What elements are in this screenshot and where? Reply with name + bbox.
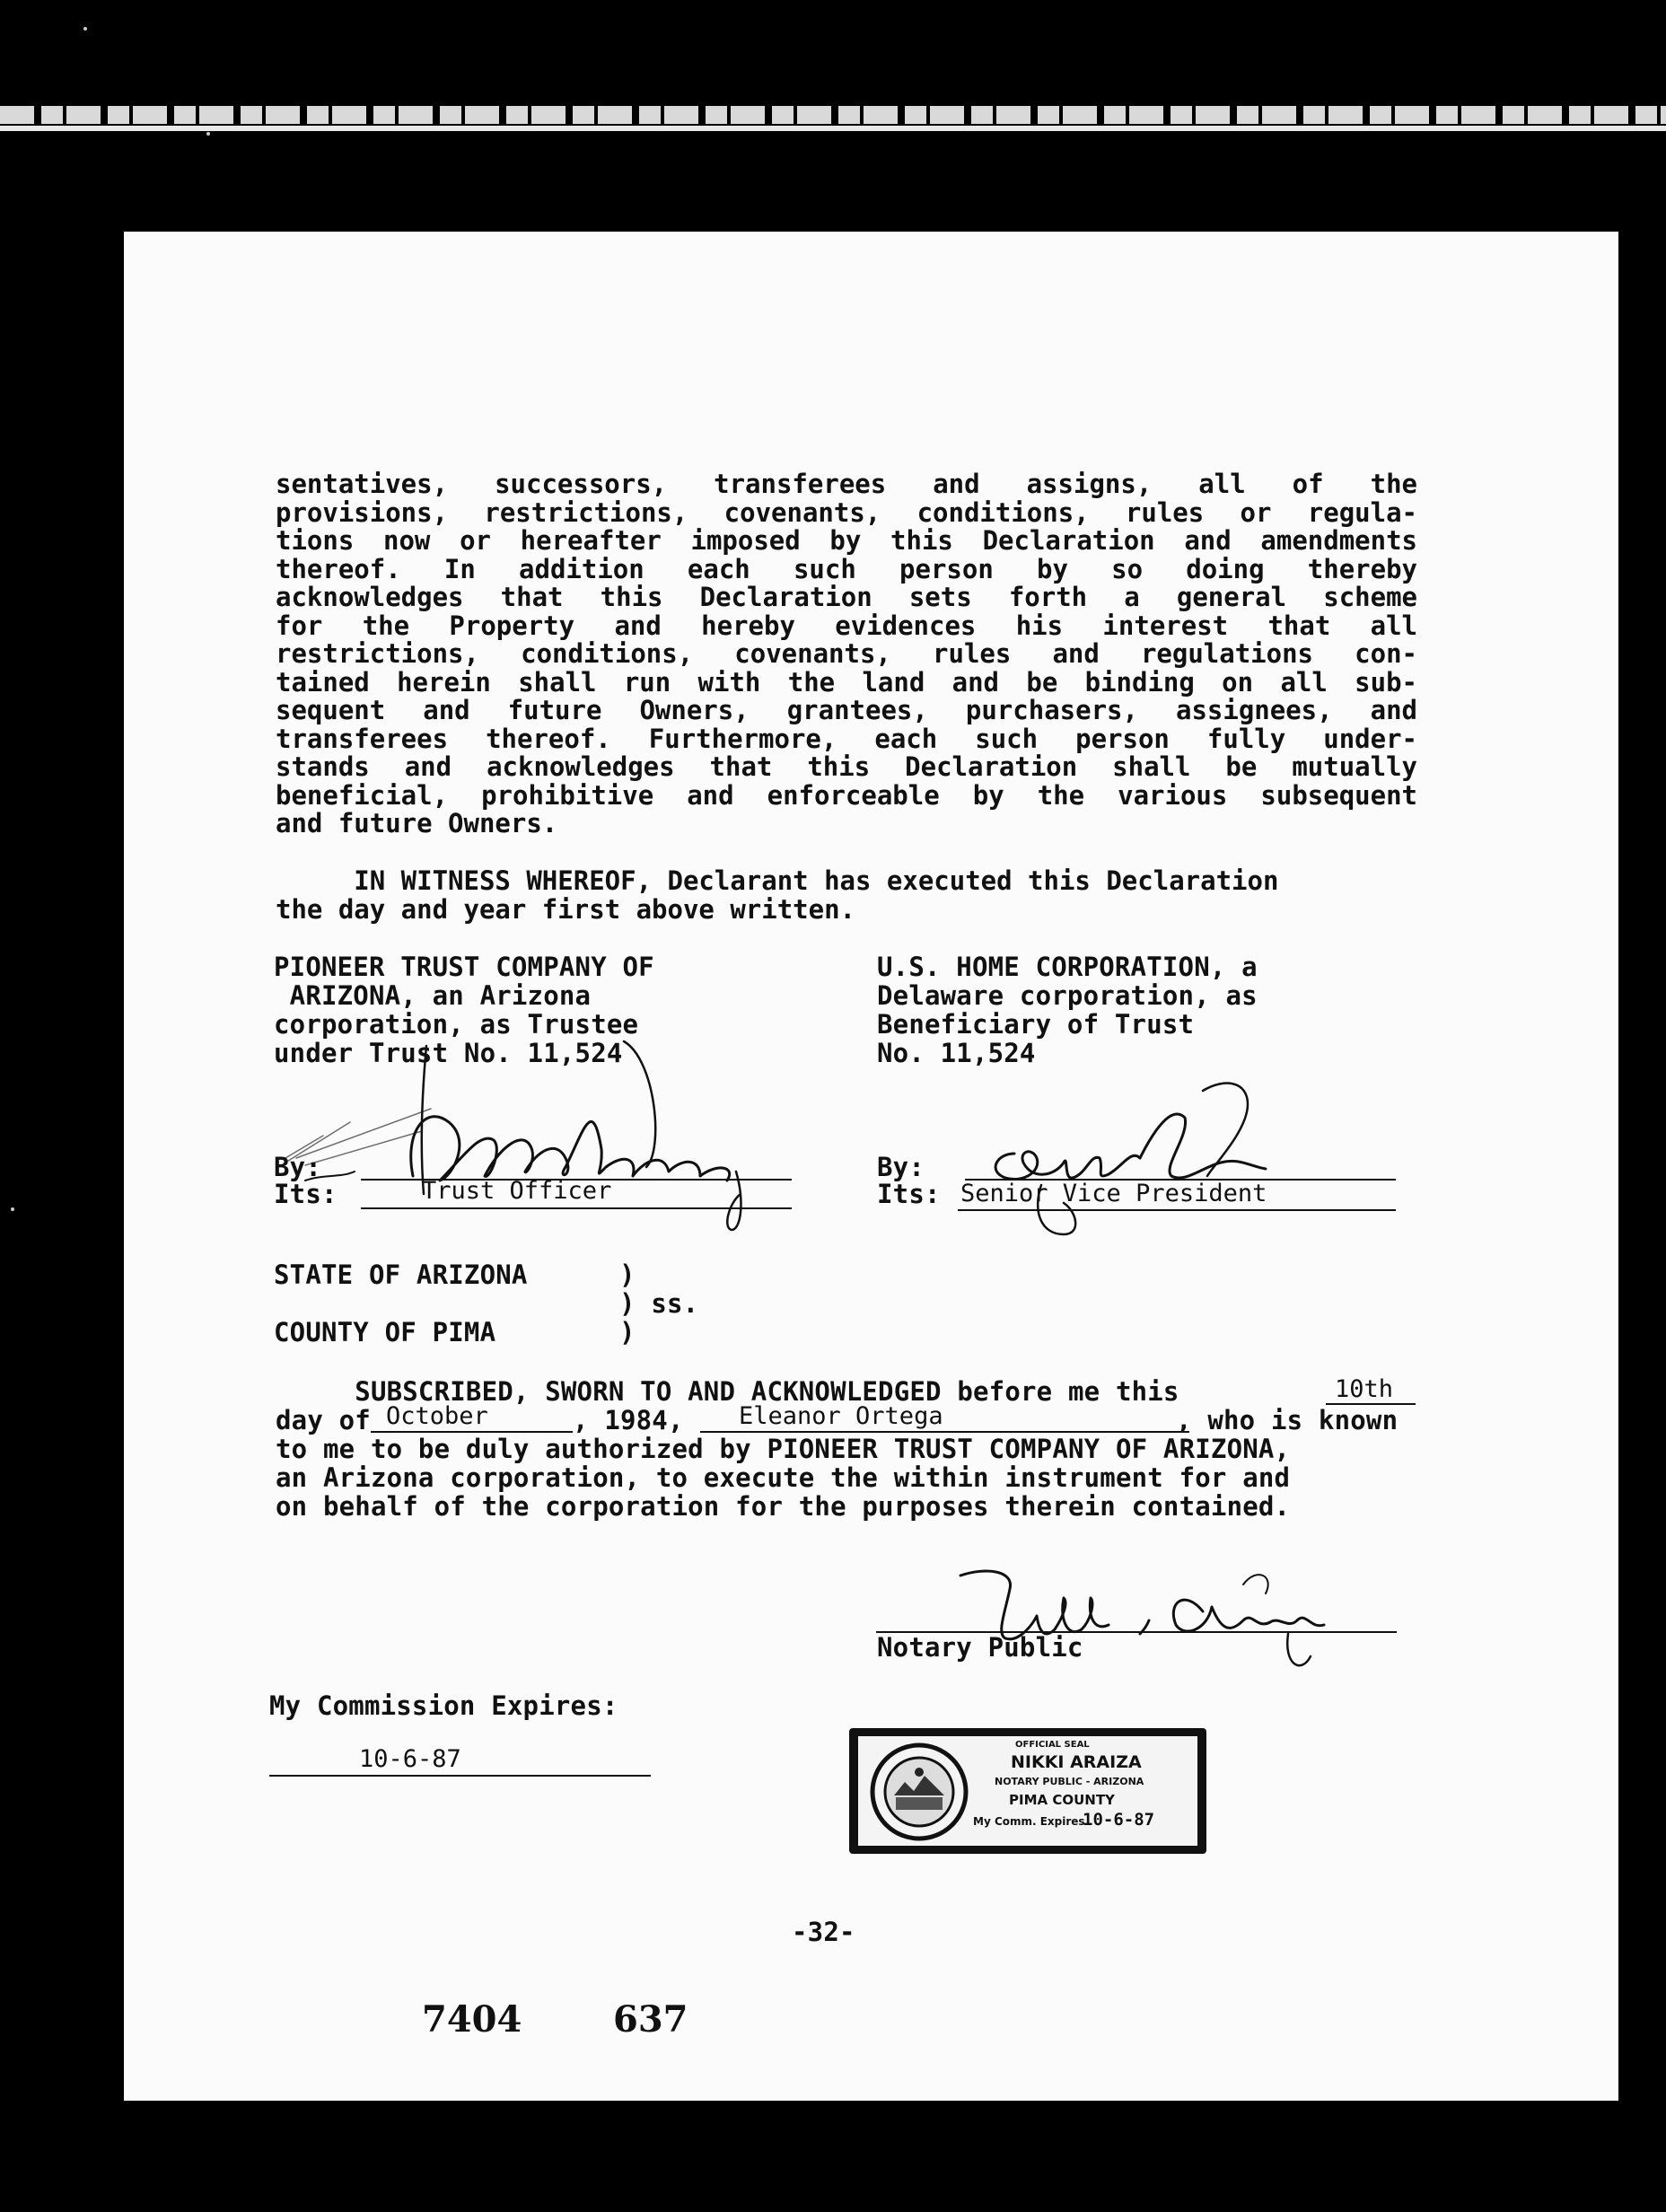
right-by-label: By: (877, 1152, 925, 1182)
senior-vice-president-signature (978, 1068, 1320, 1248)
official-seal (849, 1728, 1206, 1854)
right-party-line: U.S. HOME CORPORATION, a (877, 952, 1258, 982)
scan-speck (11, 1207, 14, 1211)
seal-line-expires-label: My Comm. Expires (973, 1815, 1085, 1828)
venue-county: COUNTY OF PIMA (274, 1317, 496, 1347)
paragraph-line: acknowledges that this Declaration sets forth a general scheme (276, 582, 1417, 612)
notary-label: Notary Public (877, 1632, 1083, 1663)
ack-day-value: 10th (1335, 1375, 1394, 1403)
right-party-line: No. 11,524 (877, 1038, 1036, 1068)
seal-line-official: OFFICIAL SEAL (1015, 1740, 1090, 1750)
left-party-line: corporation, as Trustee (274, 1009, 639, 1040)
seal-line-name: NIKKI ARAIZA (1011, 1752, 1142, 1772)
paragraph-line: thereof. In addition each such person by so doing thereby (276, 553, 1417, 584)
commission-date: 10-6-87 (359, 1745, 461, 1773)
state-seal-emblem-icon (869, 1742, 969, 1842)
right-its-value: Senior Vice President (960, 1180, 1267, 1207)
left-party-line: PIONEER TRUST COMPANY OF (274, 952, 654, 982)
paragraph-line: stands and acknowledges that this Declaration shall be mutually (276, 751, 1417, 782)
left-party-line: ARIZONA, an Arizona (274, 980, 592, 1011)
ack-known: , who is known (1176, 1405, 1399, 1435)
ack-day-of: day of (276, 1405, 371, 1435)
paragraph-line: beneficial, prohibitive and enforceable by the various subsequent (276, 779, 1417, 811)
ack-line-3: to me to be duly authorized by PIONEER TRUST COMPANY OF ARIZONA, (276, 1434, 1291, 1464)
commission-rule (269, 1775, 651, 1777)
record-book-number: 7404 (422, 1998, 522, 2041)
notary-signature (934, 1549, 1400, 1683)
ack-year: , 1984, (573, 1405, 684, 1435)
right-party-line: Beneficiary of Trust (877, 1009, 1195, 1040)
scan-speck (206, 132, 210, 136)
record-page-number: 637 (613, 1998, 688, 2041)
ack-month-value: October (386, 1402, 488, 1430)
venue-ss: ) ss. (619, 1288, 699, 1319)
paragraph-line: for the Property and hereby evidences his interest that all (276, 610, 1417, 641)
trust-officer-signature (269, 1023, 808, 1239)
paragraph-line: restrictions, conditions, covenants, rules and regulations con- (276, 638, 1417, 669)
paragraph-line: tained herein shall run with the land and be binding on all sub- (276, 666, 1417, 698)
seal-line-expires-value: 10-6-87 (1083, 1810, 1155, 1830)
paragraph-line: sequent and future Owners, grantees, purchasers, assignees, and (276, 695, 1417, 725)
venue-state: STATE OF ARIZONA (274, 1260, 528, 1290)
scan-speck (83, 27, 87, 31)
paragraph-line: tions now or hereafter imposed by this Declaration and amendments (276, 525, 1417, 556)
right-party-line: Delaware corporation, as (877, 980, 1258, 1011)
paragraph-line: transferees thereof. Furthermore, each such person fully under- (276, 723, 1417, 754)
body-paragraph (276, 470, 1417, 838)
ack-line-5: on behalf of the corporation for the purposes therein contained. (276, 1491, 1291, 1522)
commission-label: My Commission Expires: (269, 1690, 618, 1721)
witness-line: the day and year first above written. (276, 893, 856, 925)
venue-paren: ) (619, 1260, 636, 1290)
paragraph-line: provisions, restrictions, covenants, conditions, rules or regula- (276, 496, 1417, 528)
witness-clause (276, 867, 1417, 924)
left-its-value: Trust Officer (422, 1177, 612, 1205)
ack-line-4: an Arizona corporation, to execute the within instrument for and (276, 1462, 1291, 1493)
seal-inner (858, 1736, 1197, 1846)
venue-paren: ) (619, 1317, 636, 1347)
seal-line-notary: NOTARY PUBLIC - ARIZONA (995, 1776, 1144, 1787)
seal-line-county: PIMA COUNTY (1009, 1792, 1115, 1808)
scan-noise-band (0, 106, 1666, 124)
paragraph-line: and future Owners. (276, 808, 558, 838)
ack-month-rule (371, 1431, 573, 1433)
left-its-label: Its: (274, 1179, 338, 1209)
scan-noise-band-lower (0, 126, 1666, 131)
ack-line-1: SUBSCRIBED, SWORN TO AND ACKNOWLEDGED before me this (276, 1376, 1179, 1407)
ack-name-value: Eleanor Ortega (739, 1402, 943, 1430)
right-its-label: Its: (877, 1179, 941, 1209)
paragraph-line: sentatives, successors, transferees and assigns, all of the (276, 469, 1417, 499)
witness-line: IN WITNESS WHEREOF, Declarant has executed this Declaration (276, 865, 1279, 896)
ack-name-rule (700, 1431, 1189, 1433)
left-party-line: under Trust No. 11,524 (274, 1038, 623, 1068)
page-number: -32- (792, 1917, 855, 1947)
left-by-label: By: (274, 1152, 321, 1182)
